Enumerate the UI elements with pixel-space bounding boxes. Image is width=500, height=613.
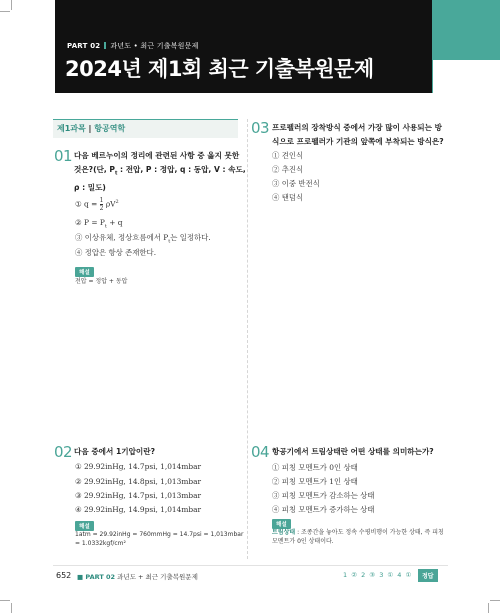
option-2[interactable]: ② 추진식 [272,165,304,174]
question-text: 항공기에서 트림상태란 어떤 상태를 의미하는가? [272,447,434,456]
option-1[interactable]: ① q = $\frac{1}{2}$ $\rho V^2$ [75,197,119,212]
explanation: 전압 = 정압 + 동압 [75,278,128,285]
crop-mark [11,603,12,613]
option-2[interactable]: ② 피칭 모멘트가 1인 상태 [272,477,358,486]
option-1[interactable]: ① 견인식 [272,151,304,160]
question-number: 03 [251,119,270,137]
option-4[interactable]: ④ 정압은 항상 존재한다. [75,248,157,257]
explanation-tag: 해설 [75,521,94,531]
footer-divider [53,565,448,566]
explanation-tag: 해설 [272,519,291,529]
question-text: 다음 베르누이의 정리에 관련된 사항 중 옳지 못한 것은?(단, $P_t$ : 전압, P : 정압, q : 동압, V : 속도, ρ : 밀도) [74,151,246,192]
page-number: 652 [56,571,72,580]
crop-mark [0,600,10,601]
question-number: 04 [251,443,270,461]
question-text: 프로펠러의 장착방식 중에서 가장 많이 사용되는 방 식으로 프로펠러가 기관의 앞쪽에 부착되는 방식은? [272,123,444,146]
explanation: 1atm = 29.92inHg = 760mmHg = 14.7psi = 1,013mbar = 1.0332kgf/cm² [75,531,244,547]
question-text: 다음 중에서 1기압이란? [74,447,155,456]
footer-breadcrumb: ■ PART 02 과년도 + 최근 기출복원문제 [77,573,198,581]
crop-mark [0,11,10,12]
column-divider [247,119,248,559]
answer-key: 1 ② 2 ③ 3 ① 4 ① [343,571,412,579]
option-3[interactable]: ③ 이중 반전식 [272,179,320,188]
crop-mark [488,603,489,613]
question-number: 01 [54,147,73,165]
answer-label: 정답 [418,569,438,582]
header-tab [433,60,500,93]
option-4[interactable]: ④ 탠덤식 [272,193,304,202]
option-2[interactable]: ② $P = P_t + q$ [75,218,123,230]
page-title: 2024년 제1회 최근 기출복원문제 [65,57,374,81]
option-1[interactable]: ① 피칭 모멘트가 0인 상태 [272,463,358,472]
option-3[interactable]: ③ 피칭 모멘트가 감소하는 상태 [272,491,375,500]
crop-mark [11,0,12,10]
explanation-tag: 해설 [75,267,94,277]
option-1[interactable]: ① 29.92inHg, 14.7psi, 1,014mbar [75,462,202,471]
option-4[interactable]: ④ 29.92inHg, 14.9psi, 1,014mbar [75,505,202,514]
option-3[interactable]: ③ 이상유체, 정상흐름에서 $P_t$는 일정하다. [75,233,211,245]
option-2[interactable]: ② 29.92inHg, 14.8psi, 1,013mbar [75,477,202,486]
subject-label: 제1과목 | 항공역학 [57,124,126,133]
breadcrumb: PART 02 과년도 • 최근 기출복원문제 [67,42,199,50]
option-3[interactable]: ③ 29.92inHg, 14.7psi, 1,013mbar [75,491,202,500]
explanation: 트림상태 : 조종간을 놓아도 정속 수평비행이 가능한 상태, 즉 피칭 모멘트가 0인 상태이다. [272,529,444,545]
question-number: 02 [54,443,73,461]
crop-mark [490,600,500,601]
option-4[interactable]: ④ 피칭 모멘트가 증가하는 상태 [272,505,375,514]
